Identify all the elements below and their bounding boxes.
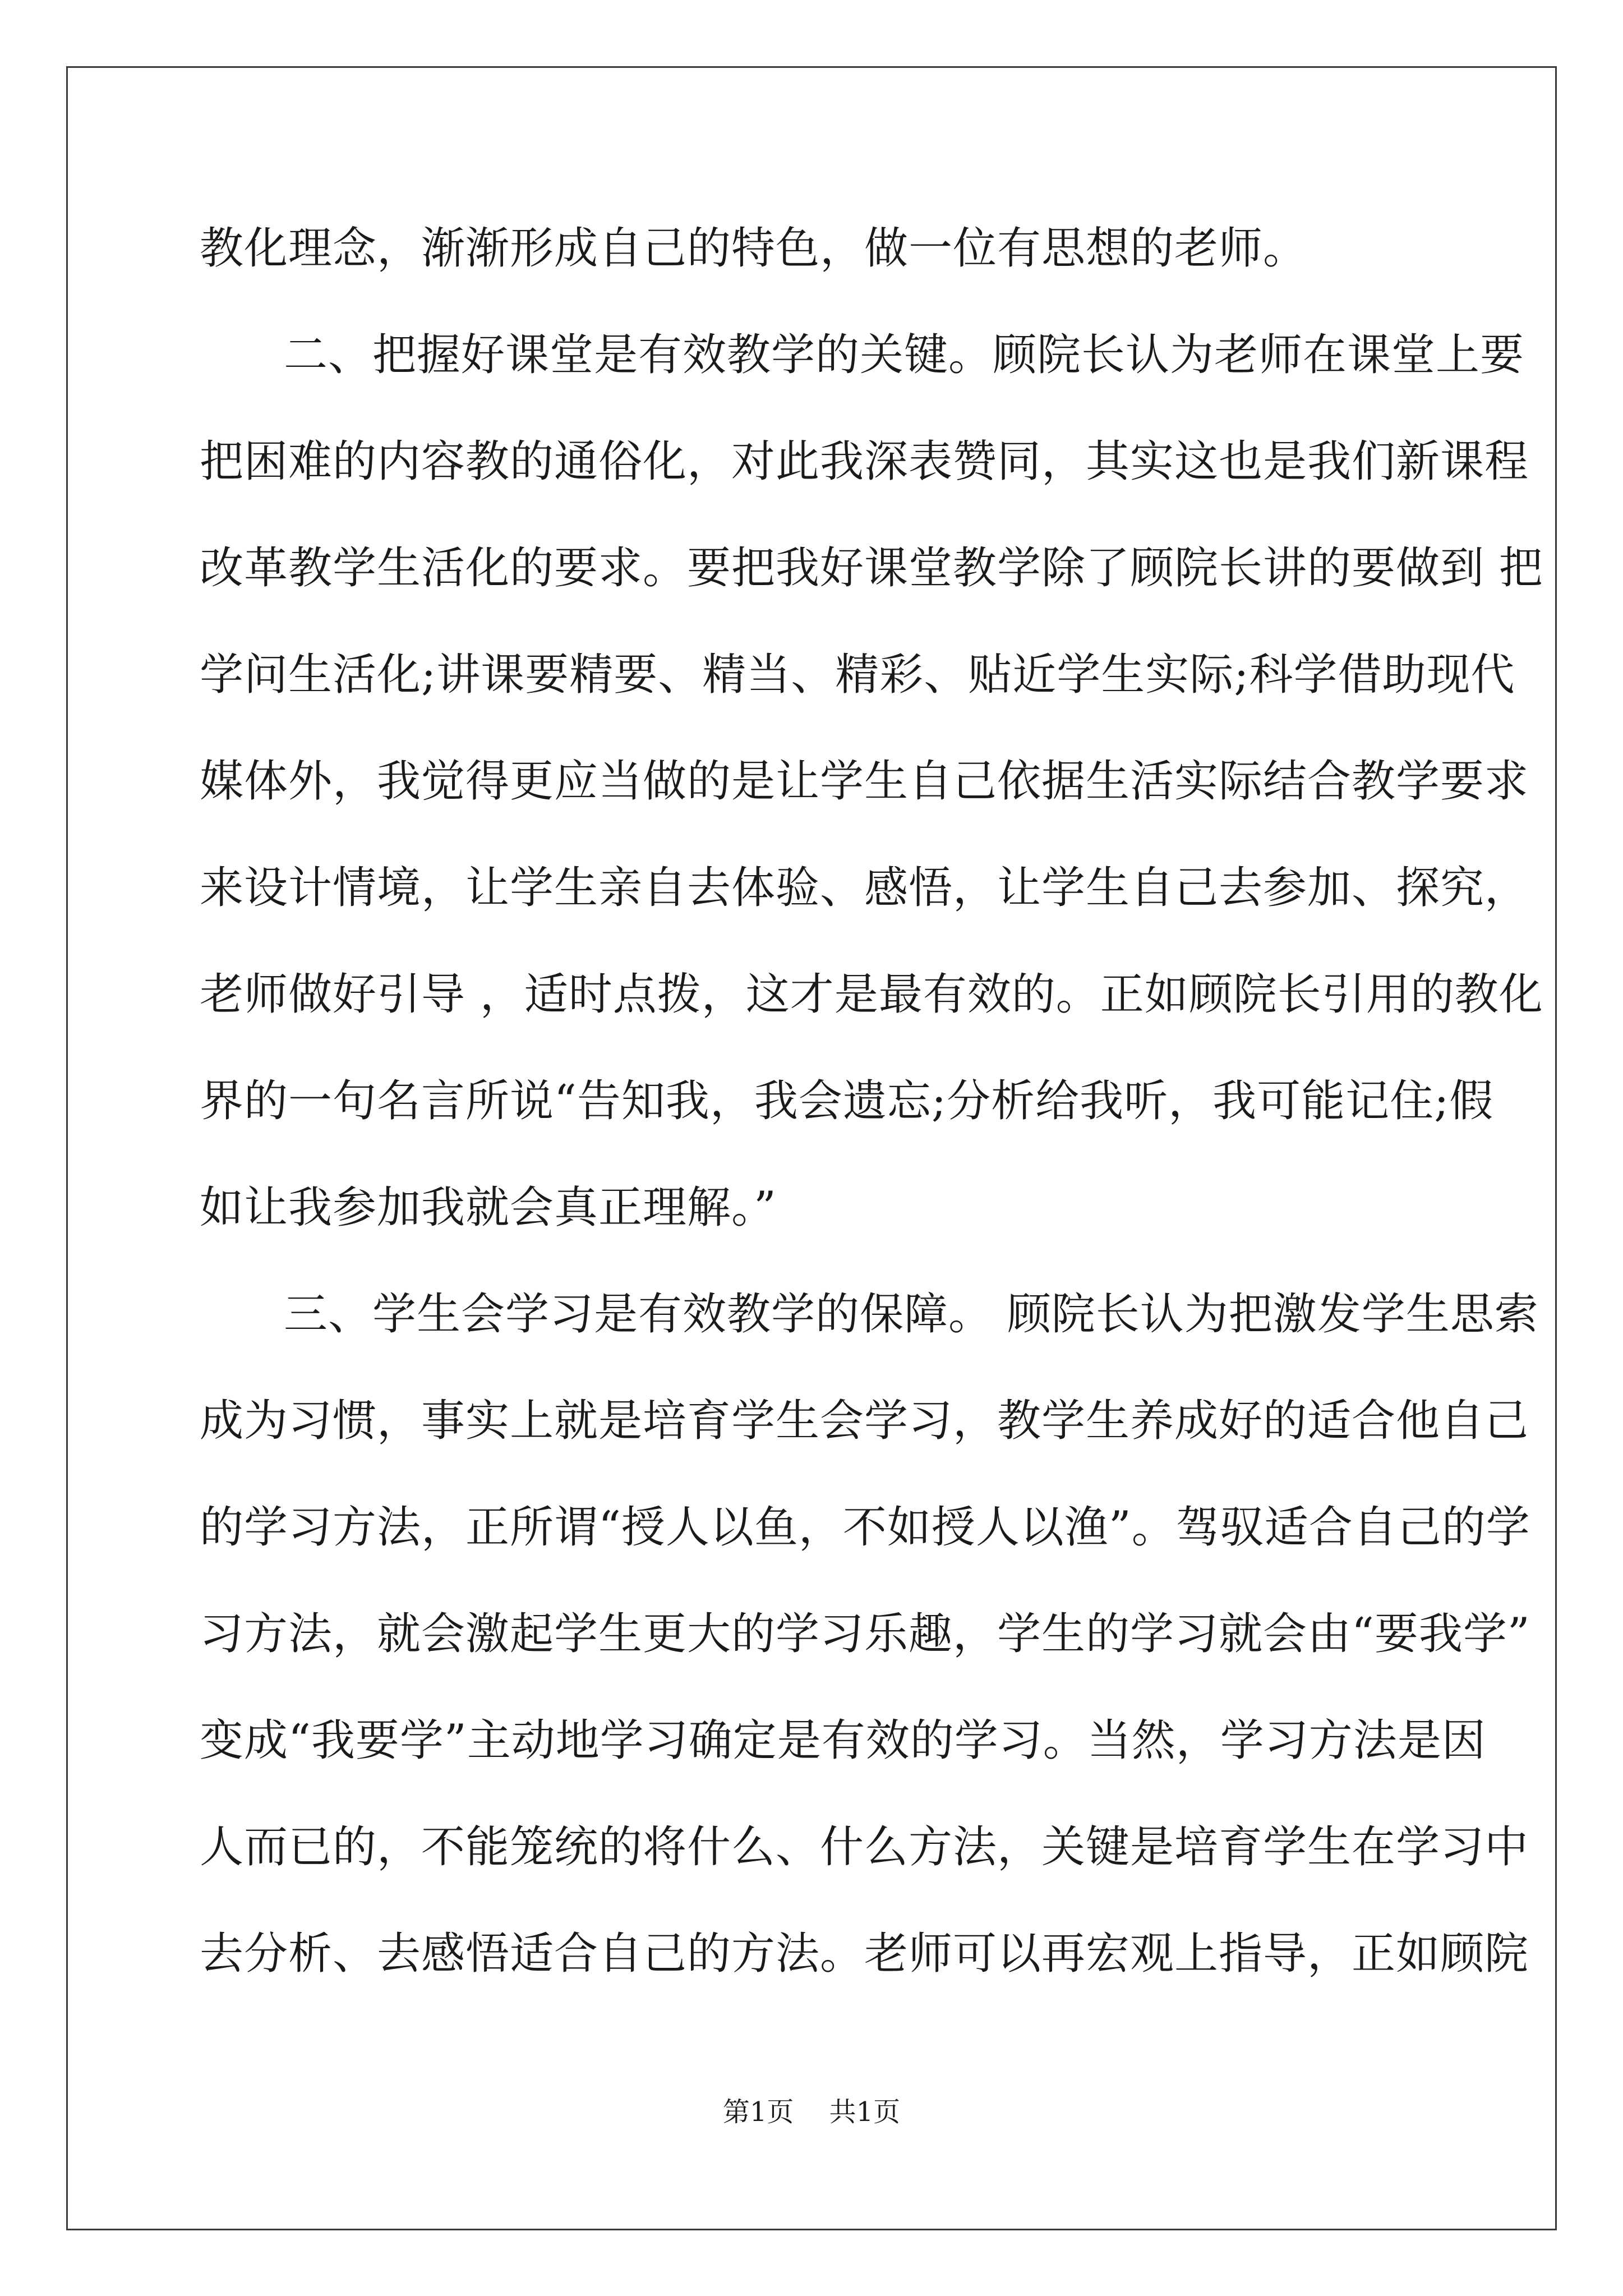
document-body bbox=[200, 206, 1543, 2018]
text-line: 来设计情境，让学生亲自去体验、感悟，让学生自己去参加、探究， bbox=[200, 863, 1529, 913]
text-line: 成为习惯，事实上就是培育学生会学习，教学生养成好的适合他自己 bbox=[200, 1396, 1529, 1446]
text-line: 二、把握好课堂是有效教学的关键。顾院长认为老师在课堂上要 bbox=[284, 330, 1525, 380]
text-line: 教化理念，渐渐形成自己的特色，做一位有思想的老师。 bbox=[200, 223, 1308, 274]
text-line: 老师做好引导 ，适时点拨，这才是最有效的。正如顾院长引用的教化 bbox=[200, 969, 1543, 1020]
page-number-current: 第1页 bbox=[722, 2096, 794, 2128]
page-footer bbox=[0, 2095, 1623, 2129]
text-line: 把困难的内容教的通俗化，对此我深表赞同，其实这也是我们新课程 bbox=[200, 436, 1529, 487]
text-line: 学问生活化;讲课要精要、精当、精彩、贴近学生实际;科学借助现代 bbox=[200, 650, 1515, 700]
text-line: 的学习方法，正所谓“授人以鱼，不如授人以渔”。驾驭适合自己的学 bbox=[200, 1502, 1530, 1553]
text-line: 三、学生会学习是有效教学的保障。 顾院长认为把激发学生思索 bbox=[284, 1289, 1539, 1340]
text-line: 界的一句名言所说“告知我，我会遗忘;分析给我听，我可能记住;假 bbox=[200, 1076, 1494, 1126]
text-line: 改革教学生活化的要求。要把我好课堂教学除了顾院长讲的要做到 把 bbox=[200, 543, 1543, 593]
text-line: 如让我参加我就会真正理解。” bbox=[200, 1182, 777, 1233]
text-line: 媒体外，我觉得更应当做的是让学生自己依据生活实际结合教学要求 bbox=[200, 756, 1529, 807]
page-number-total: 共1页 bbox=[829, 2096, 901, 2128]
text-line: 人而已的，不能笼统的将什么、什么方法，关键是培育学生在学习中 bbox=[200, 1822, 1529, 1872]
text-line: 变成“我要学”主动地学习确定是有效的学习。当然，学习方法是因 bbox=[200, 1715, 1486, 1766]
text-line: 习方法，就会激起学生更大的学习乐趣，学生的学习就会由“要我学” bbox=[200, 1609, 1530, 1659]
text-line: 去分析、去感悟适合自己的方法。老师可以再宏观上指导，正如顾院 bbox=[200, 1929, 1529, 1979]
